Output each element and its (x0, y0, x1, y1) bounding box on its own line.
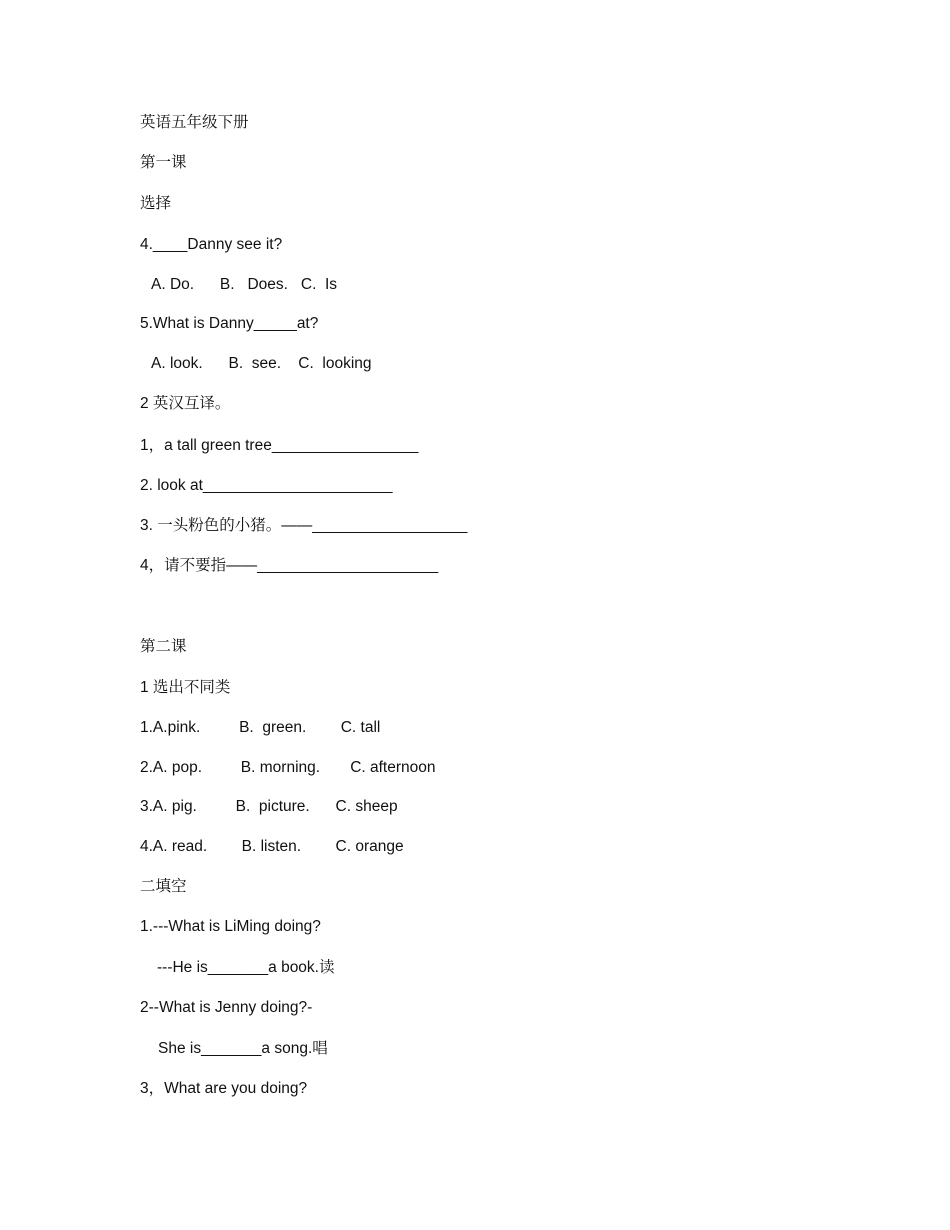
question-5-options: A. look. B. see. C. looking (151, 355, 372, 372)
fill-question-1: 1.---What is LiMing doing? (140, 918, 321, 935)
document-title: 英语五年级下册 (140, 114, 249, 131)
translate-item-1: 1，a tall green tree_________________ (140, 437, 419, 454)
section-fill-heading: 二填空 (140, 878, 187, 895)
translate-item-2: 2. look at______________________ (140, 477, 393, 494)
section-translate-heading: 2 英汉互译。 (140, 395, 231, 412)
fill-question-2: 2--What is Jenny doing?- (140, 999, 313, 1016)
lesson-1-heading: 第一课 (140, 154, 187, 171)
translate-item-3: 3. 一头粉色的小猪。——__________________ (140, 517, 468, 534)
question-4: 4.____Danny see it? (140, 236, 283, 253)
question-5: 5.What is Danny_____at? (140, 315, 319, 332)
question-4-options: A. Do. B. Does. C. Is (151, 276, 338, 293)
fill-answer-1: ---He is_______a book.读 (157, 959, 335, 976)
odd-item-4: 4.A. read. B. listen. C. orange (140, 838, 404, 855)
lesson-2-heading: 第二课 (140, 638, 187, 655)
odd-item-3: 3.A. pig. B. picture. C. sheep (140, 798, 398, 815)
odd-item-2: 2.A. pop. B. morning. C. afternoon (140, 759, 436, 776)
odd-item-1: 1.A.pink. B. green. C. tall (140, 719, 381, 736)
section-odd-heading: 1 选出不同类 (140, 679, 231, 696)
fill-answer-2: She is_______a song.唱 (158, 1040, 328, 1057)
fill-question-3: 3，What are you doing? (140, 1080, 308, 1097)
translate-item-4: 4，请不要指——_____________________ (140, 557, 439, 574)
section-choice-heading: 选择 (140, 195, 172, 212)
